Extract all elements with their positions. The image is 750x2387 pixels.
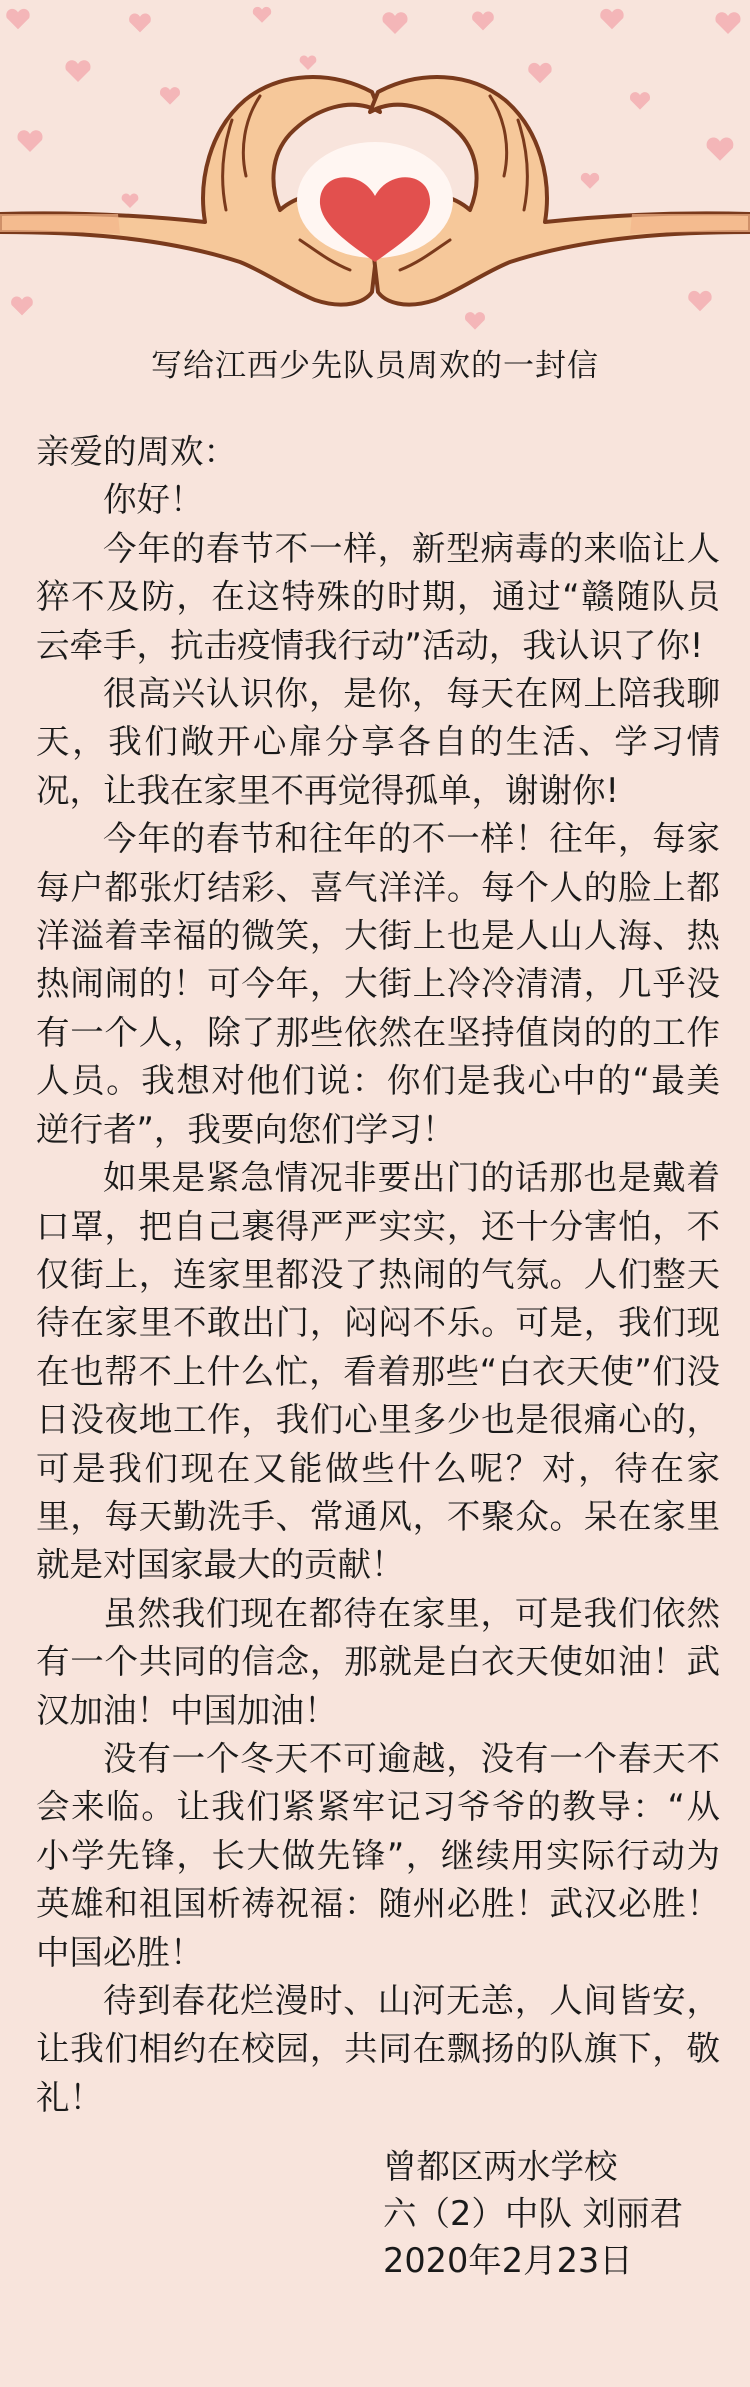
letter-signature bbox=[383, 2143, 743, 2284]
heart-hands-icon bbox=[0, 0, 750, 330]
paragraph: 你好！ bbox=[103, 480, 204, 520]
letter-greeting: 亲爱的周欢： bbox=[36, 432, 237, 471]
signature-date: 2020年2月23日 bbox=[383, 2241, 633, 2280]
paragraph: 没有一个冬天不可逾越，没有一个春天不会来临。让我们紧紧牢记习爷爷的教导：“从小学先锋，长大做先锋”，继续用实际行动为英雄和祖国析祷祝福：随州必胜！武汉必胜！中国必胜！ bbox=[36, 1738, 720, 1972]
letter-body bbox=[36, 428, 720, 2122]
paragraph: 如果是紧急情况非要出门的话那也是戴着口罩，把自己裹得严严实实，还十分害怕，不仅街上，连家里都没了热闹的气氛。人们整天待在家里不敢出门，闷闷不乐。可是，我们现在也帮不上什么忙，看着那些“白衣天使”们没日没夜地工作，我们心里多少也是很痛心的，可是我们现在又能做些什么呢？对，待在家里，每天勤洗手、常通风，不聚众。呆在家里就是对国家最大的贡献！ bbox=[36, 1158, 720, 1585]
letter-title: 写给江西少先队员周欢的一封信 bbox=[151, 348, 599, 384]
paragraph: 很高兴认识你，是你，每天在网上陪我聊天，我们敞开心扉分享各自的生活、学习情况，让我在家里不再觉得孤单，谢谢你! bbox=[36, 674, 720, 810]
paragraph: 待到春花烂漫时、山河无恙，人间皆安，让我们相约在校园，共同在飘扬的队旗下，敬礼！ bbox=[36, 1981, 720, 2117]
signature-squad: 六（2）中队 刘丽君 bbox=[383, 2194, 683, 2233]
paragraph: 今年的春节和往年的不一样！往年，每家每户都张灯结彩、喜气洋洋。每个人的脸上都洋溢着幸福的微笑，大街上也是人山人海、热热闹闹的！可今年，大街上冷冷清清，几乎没有一个人，除了那些依然在坚持值岗的的工作人员。我想对他们说：你们是我心中的“最美逆行者”，我要向您们学习！ bbox=[36, 819, 720, 1149]
signature-school: 曾都区两水学校 bbox=[383, 2147, 618, 2186]
paragraph: 今年的春节不一样，新型病毒的来临让人猝不及防，在这特殊的时期，通过“赣随队员云牵手，抗击疫情我行动”活动，我认识了你! bbox=[36, 528, 720, 665]
paragraph: 虽然我们现在都待在家里，可是我们依然有一个共同的信念，那就是白衣天使如油！武汉加油！中国加油！ bbox=[36, 1593, 720, 1730]
